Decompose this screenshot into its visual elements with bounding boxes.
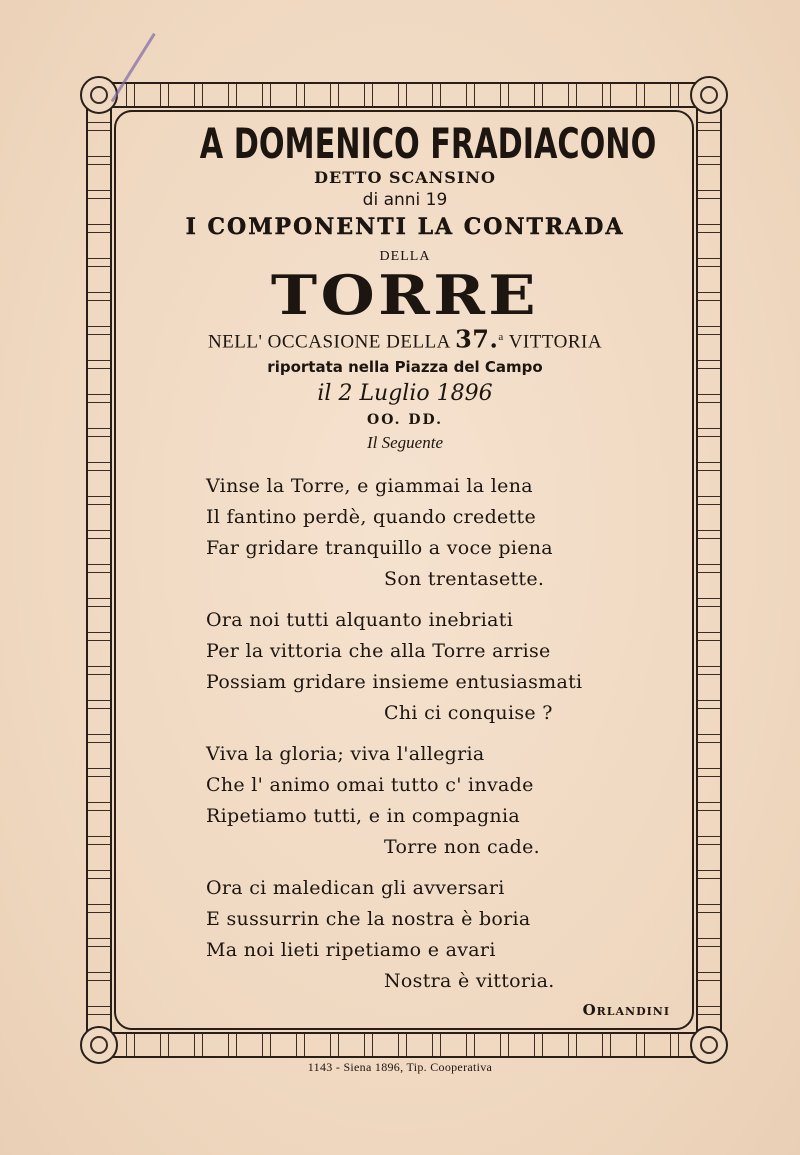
frame-right-border — [696, 82, 722, 1058]
corner-ornament-icon — [80, 76, 118, 114]
poem-line: Far gridare tranquillo a voce piena — [206, 537, 553, 560]
victory-ordinal: a — [498, 331, 504, 343]
corner-ornament-icon — [690, 76, 728, 114]
poem-line: Il fantino perdè, quando credette — [206, 506, 537, 529]
poem-author: Orlandini — [582, 1001, 670, 1020]
occasion-prefix: NELL' OCCASIONE DELLA — [207, 331, 450, 353]
poem-stanza — [206, 471, 676, 595]
reported-line: riportata nella Piazza del Campo — [267, 358, 543, 377]
dedicators-line: OO. DD. — [367, 412, 443, 429]
poem-line: Ora noi tutti alquanto inebriati — [206, 609, 514, 632]
members-line: I COMPONENTI LA CONTRADA — [185, 214, 625, 240]
poem-line: Ma noi lieti ripetiamo e avari — [206, 939, 496, 962]
occasion-line — [120, 324, 690, 355]
nickname-line: DETTO SCANSINO — [314, 168, 496, 187]
poem-stanza — [206, 873, 676, 997]
contrada-name: TORRE — [270, 263, 540, 327]
frame-top-border — [86, 82, 722, 108]
poem-line: Viva la gloria; viva l'allegria — [206, 743, 485, 766]
della-line: DELLA — [379, 249, 431, 264]
poem-line: Che l' animo omai tutto c' invade — [206, 774, 534, 797]
poem-line: Son trentasette. — [384, 568, 545, 591]
frame-bottom-border — [86, 1032, 722, 1058]
poem — [206, 471, 676, 1019]
corner-ornament-icon — [690, 1026, 728, 1064]
victory-number: 37. — [455, 324, 499, 354]
poem-line: Torre non cade. — [384, 836, 540, 859]
poem-line: Nostra è vittoria. — [384, 970, 555, 993]
printer-imprint: 1143 - Siena 1896, Tip. Cooperativa — [307, 1060, 493, 1074]
occasion-suffix: VITTORIA — [508, 331, 603, 353]
poem-line: Ora ci maledican gli avversari — [206, 877, 505, 900]
corner-ornament-icon — [80, 1026, 118, 1064]
document-content — [120, 118, 690, 1019]
poem-stanza — [206, 605, 676, 729]
age-line: di anni 19 — [362, 190, 448, 210]
poem-stanza — [206, 739, 676, 863]
poem-line: Per la vittoria che alla Torre arrise — [206, 640, 551, 663]
date-line: il 2 Luglio 1896 — [317, 381, 493, 407]
poem-line: Possiam gridare insieme entusiasmati — [206, 671, 583, 694]
dedication-title: A DOMENICO FRADIACONO — [199, 119, 657, 168]
intro-line: Il Seguente — [367, 433, 443, 453]
poem-line: Ripetiamo tutti, e in compagnia — [206, 805, 520, 828]
frame-left-border — [86, 82, 112, 1058]
poem-line: E sussurrin che la nostra è boria — [206, 908, 531, 931]
poem-line: Chi ci conquise ? — [384, 702, 553, 725]
poem-line: Vinse la Torre, e giammai la lena — [206, 475, 533, 498]
